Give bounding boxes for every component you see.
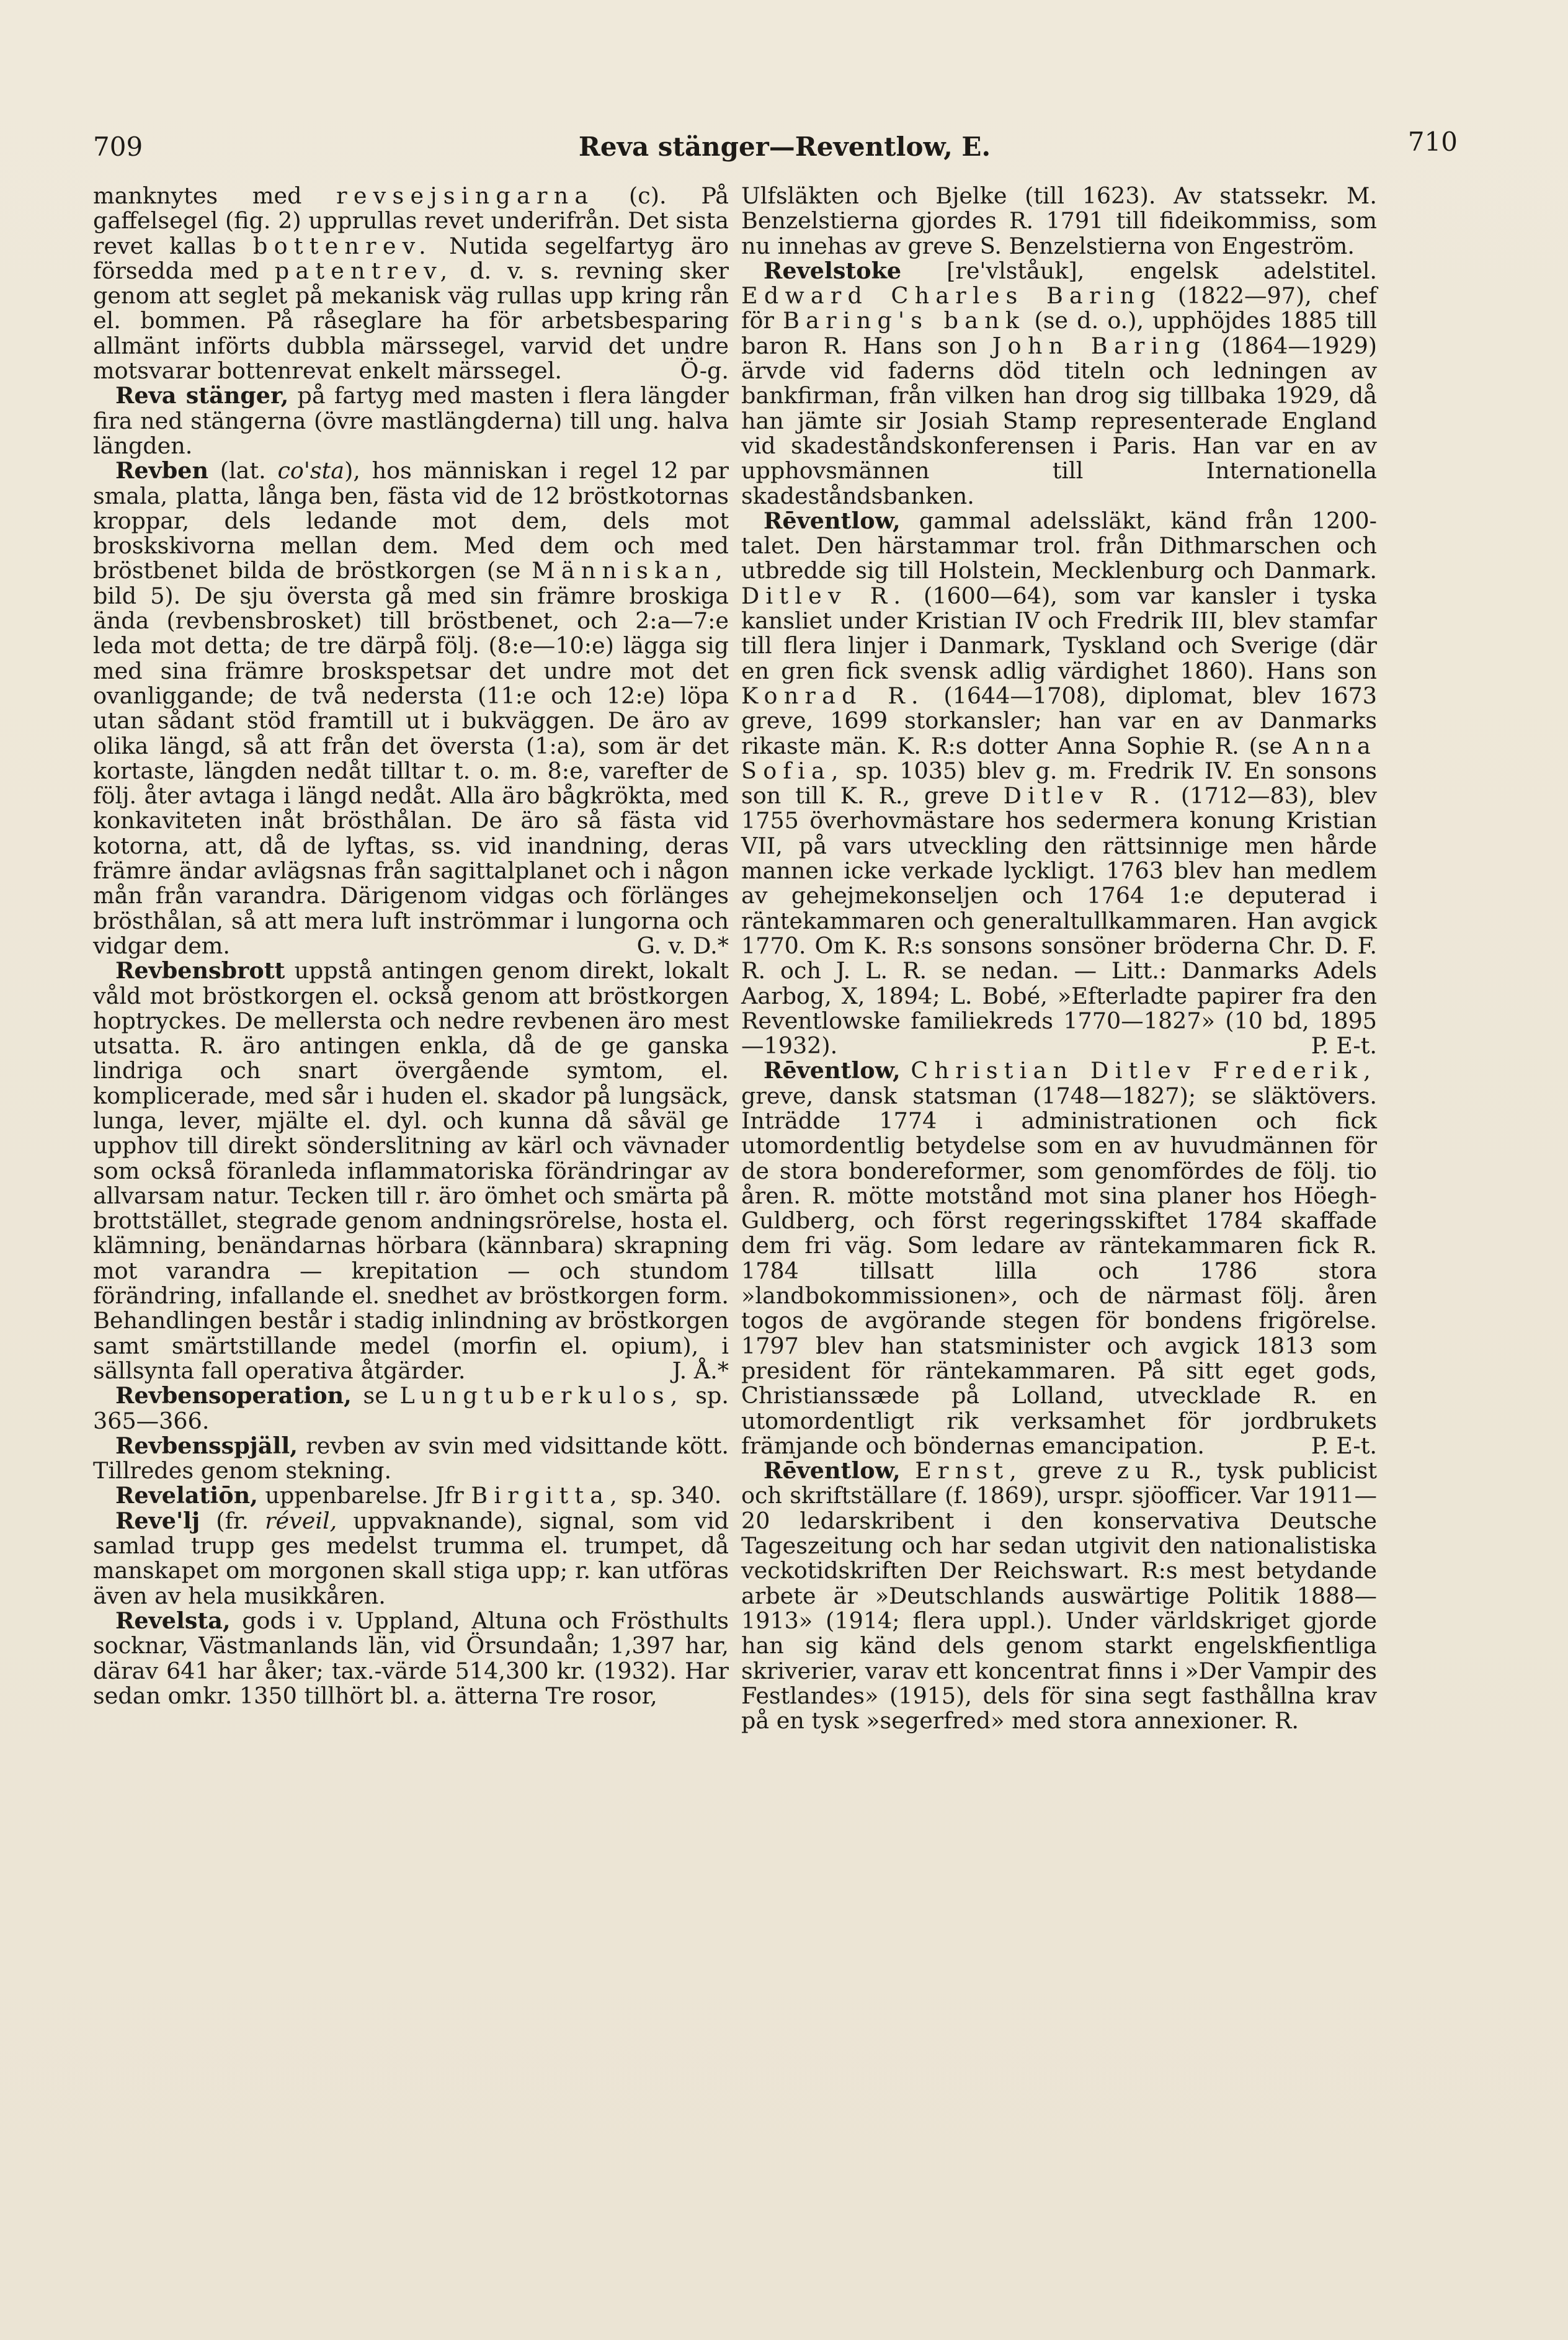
entry-revbensbrott: Revbensbrott uppstå antingen genom direkt, lokalt våld mot bröstkorgen el. också genom att bröstkorgen hoptryckes. De mellersta och nedre revbenen äro mest utsatta. R. äro antingen enkla, då de ge ganska lindriga och snart övergående symtom, el. komplicerade, med sår i huden el. skador på lungsäck, lunga, lever, mjälte el. dyl. och kunna då såväl ge upphov till direkt sönderslitning av kärl och vävnader som också föranleda inflammatoriska förändringar av allvarsam natur. Tecken till r. äro ömhet och smärta på brottstället, stegrade genom andningsrörelse, hosta el. klämning, benändarnas hörbara (kännbara) skrapning mot varandra — krepitation — och stundom förändring, infallande el. snedhet av bröstkorgen form. Behandlingen består i stadig inlindning av bröstkorgen samt smärtstillande medel (morfin el. opium), i sällsynta fall operativa åtgärder. J. Å.* <box>93 957 729 1384</box>
entry-reventlow-family: Rēventlow, gammal adelssläkt, känd från 1200-talet. Den härstammar trol. från Dithmarschen och utbredde sig till Holstein, Mecklenburg och Danmark. Ditlev R. (1600—64), som var kansler i tyska kansliet under Kristian IV och Fredrik III, blev stamfar till flera linjer i Danmark, Tyskland och Sverige (där en gren fick svensk adlig värdighet 1860). Hans son Konrad R. (1644—1708), diplomat, blev 1673 greve, 1699 storkansler; han var en av Danmarks rikaste män. K. R:s dotter Anna Sophie R. (se Anna Sofia, sp. 1035) blev g. m. Fredrik IV. En sonsons son till K. R., greve Ditlev R. (1712—83), blev 1755 överhovmästare hos sedermera konung Kristian VII, på vars utveckling den rättsinnige men hårde mannen icke verkade lyckligt. 1763 blev han medlem av gehejmekonseljen och 1764 1:e deputerad i räntekammaren och generaltullkammaren. Han avgick 1770. Om K. R:s sonsons sonsöner bröderna Chr. D. F. R. och J. L. R. se nedan. — Litt.: Danmarks Adels Aarbog, X, 1894; L. Bobé, »Efterladte papirer fra den Reventlowske familiekreds 1770—1827» (10 bd, 1895—1932). P. E-t. <box>741 507 1377 1060</box>
author-signature: Ö-g. <box>680 357 729 385</box>
headword: Revelstoke <box>764 257 902 284</box>
page-number-right: 710 <box>1407 127 1458 157</box>
entry-revben: Revben (lat. co'sta), hos människan i regel 12 par smala, platta, långa ben, fästa vid de 12 bröstkotornas kroppar, dels ledande mot dem, dels mot broskskivorna mellan dem. Med dem och med bröstbenet bilda de bröstkorgen (se Människan, bild 5). De sju översta gå med sin främre broskiga ända (revbensbrosket) till bröstbenet, och 2:a—7:e leda mot detta; de tre därpå följ. (8:e—10:e) lägga sig med sina främre broskspetsar det undre mot det ovanliggande; de två nedersta (11:e och 12:e) löpa utan sådant stöd framtill ut i bukväggen. De äro av olika längd, så att från det översta (1:a), som är det kortaste, längden nedåt tilltar t. o. m. 8:e, varefter de följ. åter avtaga i längd nedåt. Alla äro bågkrökta, med konkaviteten inåt brösthålan. De äro så fästa vid kotorna, att, då de lyftas, ss. vid inandning, deras främre ändar avlägsnas från sagittalplanet och i någon mån från varandra. Därigenom vidgas och förlänges brösthålan, så att mera luft inströmmar i lungorna och vidgar dem. G. v. D.* <box>93 457 729 959</box>
entry-revbensspjall: Revbensspjäll, revben av svin med vidsittande kött. Tillredes genom stekning. <box>93 1432 729 1485</box>
entry-reventlow-christian: Rēventlow, Christian Ditlev Frederik, greve, dansk statsman (1748—1827); se släktövers. Inträdde 1774 i administrationen och fick utomordentlig betydelse som en av huvudmännen för de stora bondereformer, som genomfördes de följ. tio åren. R. mötte motstånd mot sina planer hos Höegh-Guldberg, och först regeringsskiftet 1784 skaffade dem fri väg. Som ledare av räntekammaren fick R. 1784 tillsatt lilla och 1786 stora »landbokommissionen», och de närmast följ. åren togos de avgörande stegen för bondens frigörelse. 1797 blev han statsminister och avgick 1813 som president för räntekammaren. På sitt eget gods, Christianssæde på Lolland, utvecklade R. en utomordentligt rik verksamhet för jordbrukets främjande och böndernas emancipation. P. E-t. <box>741 1057 1377 1459</box>
entry-reva-continued: manknytes med revsejsingarna (c). På gaffelsegel (fig. 2) upprullas revet underifrån. Det sista revet kallas bottenrev. Nutida segelfartyg äro försedda med patentrev, d. v. s. revning sker genom att seglet på mekanisk väg rullas upp kring rån el. bommen. På råseglare ha för arbetsbesparing allmänt införts dubbla märssegel, varvid det undre motsvarar bottenrevat enkelt märssegel. Ö-g. <box>93 182 729 385</box>
author-signature: G. v. D.* <box>636 932 729 959</box>
left-column <box>93 184 729 1708</box>
author-signature: P. E-t. <box>1311 1032 1377 1060</box>
right-column <box>741 184 1377 1733</box>
headword: Revbensbrott <box>115 957 285 985</box>
headword: Rēventlow, <box>764 507 901 534</box>
headword: Rēventlow, <box>764 1457 901 1485</box>
headword: Revbensspjäll, <box>115 1432 298 1459</box>
page-header <box>93 127 1476 169</box>
entry-revelsta: Revelsta, gods i v. Uppland, Altuna och Frösthults socknar, Västmanlands län, vid Örsundaån; 1,397 har, därav 641 har åker; tax.-värde 514,300 kr. (1932). Har sedan omkr. 1350 tillhört bl. a. ätterna Tre rosor, <box>93 1607 729 1709</box>
entry-reventlow-ernst: Rēventlow, Ernst, greve zu R., tysk publicist och skriftställare (f. 1869), urspr. sjöofficer. Var 1911—20 ledarskribent i den konservativa Deutsche Tageszeitung och har sedan utgivit den nationalistiska veckotidskriften Der Reichswart. R:s mest betydande arbete är »Deutschlands auswärtige Politik 1888—1913» (1914; flera uppl.). Under världskriget gjorde han sig känd dels genom starkt engelskfientliga skriverier, varav ett koncentrat finns i »Der Vampir des Festlandes» (1915), dels för sina segt fasthållna krav på en tysk »segerfred» med stora annexioner. R. <box>741 1457 1378 1735</box>
author-signature: J. Å.* <box>672 1357 729 1384</box>
entry-revelsta-continued: Ulfsläkten och Bjelke (till 1623). Av statssekr. M. Benzelstierna gjordes R. 1791 till fideikommiss, som nu innehas av greve S. Benzelstierna von Engeström. <box>741 182 1377 259</box>
headword: Revben <box>115 457 209 485</box>
author-signature: P. E-t. <box>1311 1432 1377 1459</box>
entry-revelstoke: Revelstoke [re'vlståuk], engelsk adelstitel. Edward Charles Baring (1822—97), chef för Baring's bank (se d. o.), upphöjdes 1885 till baron R. Hans son John Baring (1864—1929) ärvde vid faderns död titeln och ledningen av bankfirman, från vilken han drog sig tillbaka 1929, då han jämte sir Josiah Stamp representerade England vid skadeståndskonferensen i Paris. Han var en av upphovsmännen till Internationella skadeståndsbanken. <box>741 257 1377 509</box>
headword: Reve'lj <box>115 1507 200 1534</box>
headword: Revelatiōn, <box>115 1482 258 1509</box>
headword: Reva stänger, <box>115 382 289 409</box>
entry-reva-stanger: Reva stänger, på fartyg med masten i flera längder fira ned stängerna (övre mastlängderna) till ung. halva längden. <box>93 382 729 459</box>
headword: Rēventlow, <box>764 1057 901 1084</box>
page-number-left: 709 <box>93 132 143 162</box>
entry-revelj: Reve'lj (fr. réveil, uppvaknande), signal, som vid samlad trupp ges medelst trumma el. trumpet, då manskapet om morgonen skall stiga upp; r. kan utföras även av hela musikkåren. <box>93 1507 729 1609</box>
headword: Revelsta, <box>115 1607 231 1634</box>
headword: Revbensoperation, <box>115 1382 352 1409</box>
running-title: Reva stänger—Reventlow, E. <box>578 132 991 162</box>
entry-revelation: Revelatiōn, uppenbarelse. Jfr Birgitta, sp. 340. <box>115 1482 722 1509</box>
entry-revbensoperation: Revbensoperation, se Lungtuberkulos, sp. 365—366. <box>93 1382 729 1434</box>
